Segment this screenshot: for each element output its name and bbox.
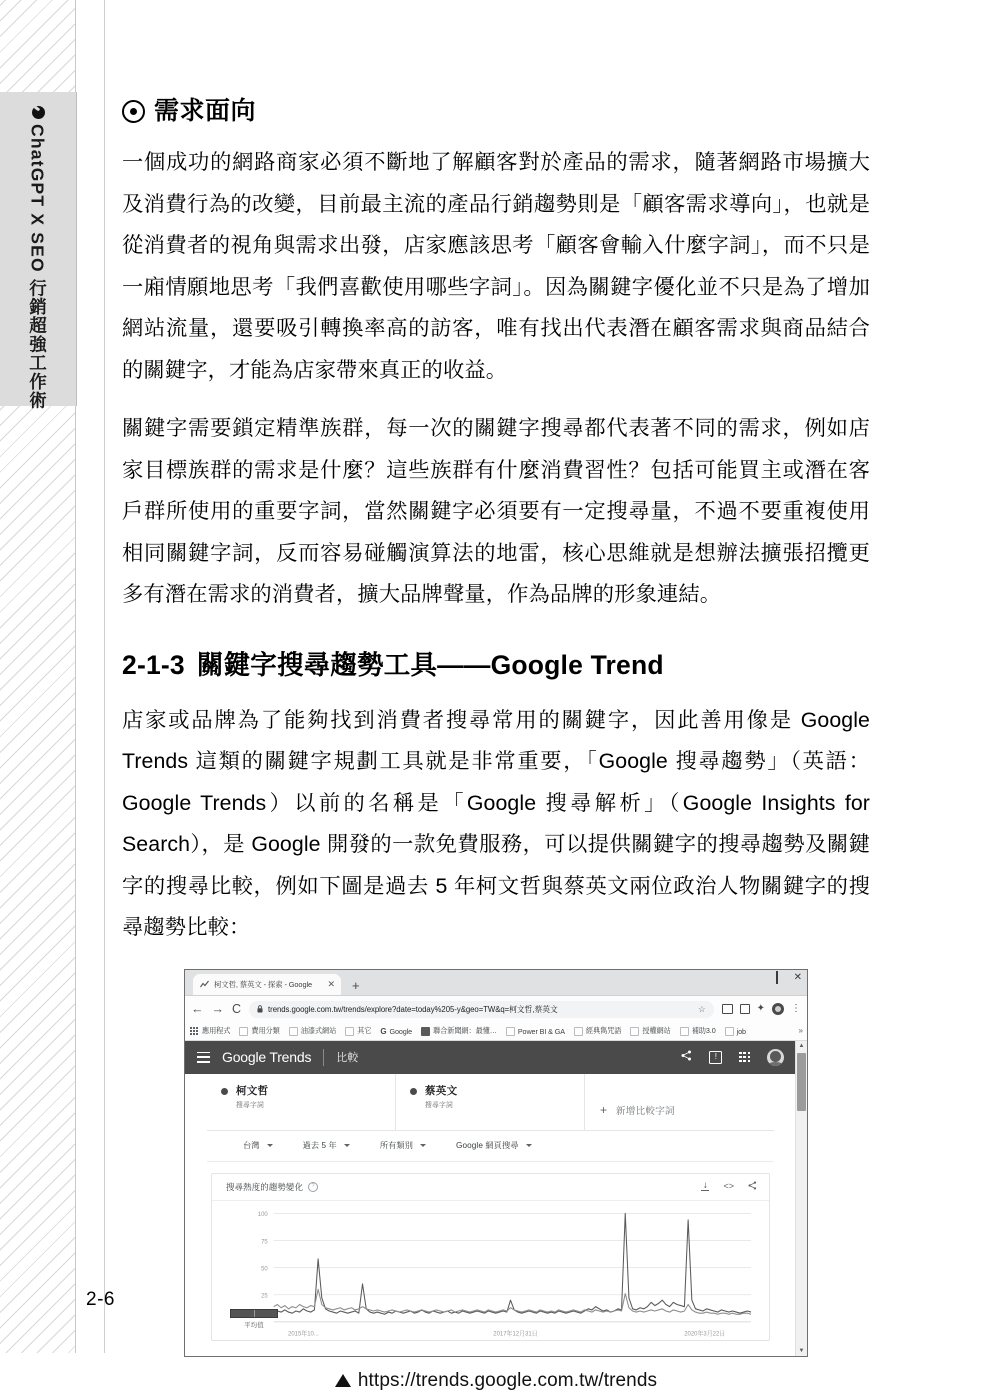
browser-viewport <box>185 1041 807 1357</box>
page-number: 2-6 <box>86 1289 115 1310</box>
add-comparison-label: 新增比較字詞 <box>616 1106 675 1118</box>
svg-text:2020年3月22日: 2020年3月22日 <box>684 1330 726 1338</box>
extensions-puzzle-icon[interactable]: ✦ <box>756 1003 765 1015</box>
bookmark-label: 應用程式 <box>202 1026 231 1036</box>
svg-text:100: 100 <box>257 1210 268 1218</box>
card-title-text: 搜尋熱度的趨勢變化 <box>226 1181 304 1192</box>
svg-text:2015年10...: 2015年10... <box>288 1330 319 1338</box>
bookmark-icon <box>345 1027 354 1036</box>
filter-search-type-label: Google 網頁搜尋 <box>456 1141 519 1151</box>
comparison-term-1[interactable] <box>207 1074 396 1130</box>
forward-icon[interactable]: → <box>211 1001 224 1016</box>
filters-row <box>207 1131 774 1162</box>
subsection-number: 2-1-3 <box>122 649 185 680</box>
bookmark-label: Google <box>389 1026 413 1036</box>
browser-tab[interactable] <box>193 974 341 995</box>
toolbar-actions <box>722 1003 801 1015</box>
term-name: 蔡英文 <box>425 1084 458 1097</box>
bookmark-label: 補助3.0 <box>691 1026 716 1036</box>
scroll-up-icon[interactable]: ▲ <box>798 1043 805 1050</box>
window-controls <box>760 973 802 983</box>
average-label: 平均值 <box>244 1321 264 1329</box>
caption-triangle-icon <box>335 1374 351 1387</box>
bookmark-item[interactable] <box>725 1027 746 1036</box>
svg-text:2017年12月31日: 2017年12月31日 <box>493 1330 538 1338</box>
bookmark-icon <box>630 1027 639 1036</box>
average-bar-icon <box>230 1309 278 1318</box>
filter-category[interactable] <box>380 1140 426 1151</box>
card-header <box>212 1174 769 1201</box>
chart-svg <box>222 1207 759 1341</box>
term-type: 搜尋字詞 <box>236 1102 264 1110</box>
share-icon[interactable] <box>681 1050 692 1064</box>
back-icon[interactable]: ← <box>191 1001 204 1016</box>
trends-logo <box>222 1049 311 1065</box>
bookmark-item[interactable] <box>506 1027 565 1036</box>
trends-logo-trends: Trends <box>265 1049 312 1066</box>
help-icon[interactable]: ? <box>308 1182 318 1192</box>
appbar-divider <box>323 1049 324 1066</box>
running-head-label: ChatGPT X SEO 行銷超強工作術 <box>27 124 48 410</box>
page-scrollbar[interactable] <box>795 1041 807 1357</box>
figure-caption-text: https://trends.google.com.tw/trends <box>357 1369 658 1391</box>
bookmark-icon <box>506 1027 515 1036</box>
figure-caption <box>335 1370 657 1392</box>
new-tab-button[interactable]: + <box>352 977 360 993</box>
interest-over-time-card <box>211 1173 770 1341</box>
filter-region-label: 台灣 <box>243 1141 260 1151</box>
bookmark-label: 聯合新聞網：最懂… <box>433 1026 497 1036</box>
bookmark-item[interactable] <box>289 1026 336 1036</box>
scrollbar-thumb[interactable] <box>797 1053 806 1111</box>
bullseye-icon <box>122 100 145 123</box>
series-color-dot-icon <box>221 1088 228 1095</box>
bookmarks-bar <box>185 1023 807 1041</box>
term-name: 柯文哲 <box>236 1084 269 1097</box>
margin-rule <box>104 0 105 1353</box>
bookmark-star-icon[interactable]: ☆ <box>697 1003 706 1014</box>
svg-text:75: 75 <box>261 1237 268 1245</box>
bookmark-item[interactable] <box>680 1026 716 1036</box>
appbar-actions <box>681 1049 784 1066</box>
bookmark-item[interactable] <box>345 1026 371 1036</box>
google-trends-app <box>185 1041 796 1357</box>
embed-icon[interactable]: <> <box>723 1181 734 1192</box>
feedback-icon[interactable]: ! <box>709 1051 722 1064</box>
series-color-dot-icon <box>410 1088 417 1095</box>
section-paragraph-2: 關鍵字需要鎖定精準族群，每一次的關鍵字搜尋都代表著不同的需求，例如店家目標族群的需求是什麼？這些族群有什麼消費習性？包括可能買主或潛在客戶群所使用的重要字詞，當然關鍵字必須要有一定搜尋量，不過不要重複使用相同關鍵字詞，反而容易碰觸演算法的地雷，核心思維就是想辦法擴張招攬更多有潛在需求的消費者，擴大品牌聲量，作為品牌的形象連結。 <box>122 416 870 606</box>
bookmark-label: 費用分類 <box>251 1026 280 1036</box>
chevron-down-icon <box>526 1144 532 1147</box>
section-heading <box>122 96 870 126</box>
card-title <box>226 1181 318 1193</box>
average-legend <box>230 1309 278 1329</box>
card-actions <box>701 1181 757 1192</box>
svg-text:25: 25 <box>261 1291 268 1300</box>
bookmark-item[interactable] <box>421 1026 497 1036</box>
share-icon[interactable] <box>748 1181 757 1192</box>
page-content <box>122 96 870 1392</box>
chevron-down-icon <box>267 1144 273 1147</box>
section-paragraph-1: 一個成功的網路商家必須不斷地了解顧客對於產品的需求，隨著網路市場擴大及消費行為的改變，目前最主流的產品行銷趨勢則是「顧客需求導向」，也就是從消費者的視角與需求出發，店家應該思考「顧客會輸入什麼字詞」，而不只是一廂情願地思考「我們喜歡使用哪些字詞」。因為關鍵字優化並不只是為了增加網站流量，還要吸引轉換率高的訪客，唯有找出代表潛在顧客需求與商品結合的關鍵字，才能為店家帶來真正的收益。 <box>122 150 870 382</box>
subsection-paragraph-1: 店家或品牌為了能夠找到消費者搜尋常用的關鍵字，因此善用像是 Google Trends 這類的關鍵字規劃工具就是非常重要，「Google 搜尋趨勢」（英語：Google Trends）以前的名稱是「Google 搜尋解析」（Google Insights for Search），是 Google 開發的一款免費服務，可以提供關鍵字的搜尋趨勢及關鍵字的搜尋比較，例如下圖是過去 5 年柯文哲與蔡英文兩位政治人物關鍵字的搜尋趨勢比較： <box>122 707 870 940</box>
bookmark-item[interactable] <box>574 1026 621 1036</box>
chevron-down-icon <box>344 1144 350 1147</box>
bookmark-icon <box>725 1027 734 1036</box>
bookmark-label: 授權網站 <box>642 1026 671 1036</box>
apps-grid-icon <box>190 1027 199 1036</box>
browser-window <box>184 969 808 1357</box>
profile-avatar-icon[interactable] <box>772 1003 784 1015</box>
account-avatar[interactable] <box>767 1049 784 1066</box>
trends-logo-google: Google <box>222 1049 266 1066</box>
filter-region[interactable] <box>243 1140 273 1151</box>
address-bar-url: trends.google.com.tw/trends/explore?date=today%205-y&geo=TW&q=柯文哲,蔡英文 <box>268 1004 558 1014</box>
trends-favicon-icon <box>200 980 209 989</box>
bookmark-icon <box>680 1027 689 1036</box>
bookmark-label: 經典雋咒語 <box>585 1026 622 1036</box>
bookmark-label: job <box>736 1026 746 1036</box>
window-maximize-button[interactable] <box>776 973 778 983</box>
plus-icon: + <box>600 1103 608 1118</box>
term-type: 搜尋字詞 <box>425 1102 453 1110</box>
google-icon: G <box>380 1026 387 1036</box>
figure-browser-screenshot <box>122 969 870 1392</box>
download-icon[interactable]: ⭣ <box>701 1183 709 1191</box>
bookmark-label: 油漆式網站 <box>300 1026 337 1036</box>
scroll-down-icon[interactable]: ▼ <box>798 1348 805 1355</box>
bookmark-icon <box>239 1027 248 1036</box>
filter-search-type[interactable] <box>456 1140 532 1151</box>
window-close-button[interactable]: ✕ <box>793 971 802 983</box>
extension-icon-2[interactable] <box>740 1004 750 1014</box>
browser-toolbar <box>185 996 807 1023</box>
bookmark-label: 其它 <box>357 1026 372 1036</box>
bookmarks-overflow-icon[interactable]: » <box>798 1025 803 1035</box>
filter-timerange-label: 過去 5 年 <box>302 1141 337 1151</box>
trends-app-bar <box>185 1041 796 1074</box>
subsection-heading <box>122 649 870 682</box>
lock-icon <box>257 1000 263 1018</box>
bookmark-label: Power BI & GA <box>517 1026 565 1036</box>
tab-close-icon[interactable]: ✕ <box>327 978 335 989</box>
subsection-title: 關鍵字搜尋趨勢工具——Google Trend <box>196 649 664 680</box>
comparison-term-2[interactable] <box>396 1074 585 1130</box>
comparison-terms-row <box>207 1074 774 1131</box>
browser-tab-bar <box>185 970 807 996</box>
address-bar[interactable] <box>249 1001 714 1018</box>
section-heading-text: 需求面向 <box>154 97 257 125</box>
page-title: 比較 <box>336 1052 359 1065</box>
extension-icon-1[interactable] <box>722 1004 733 1014</box>
add-comparison-term-button[interactable] <box>585 1074 774 1130</box>
bookmark-icon <box>289 1027 298 1036</box>
running-head-bullet-icon <box>32 106 45 119</box>
google-apps-grid-icon[interactable] <box>739 1052 750 1063</box>
svg-text:50: 50 <box>261 1264 268 1273</box>
bookmark-item[interactable] <box>190 1026 230 1036</box>
running-head-tab <box>0 92 77 410</box>
trends-line-chart <box>212 1201 769 1341</box>
browser-tab-title: 柯文哲, 蔡英文 - 探索 - Google <box>214 979 313 989</box>
filter-category-label: 所有類別 <box>379 1141 413 1151</box>
reload-icon[interactable]: C <box>232 1001 242 1016</box>
browser-menu-icon[interactable]: ⋮ <box>791 1003 801 1015</box>
bookmark-icon <box>574 1027 583 1036</box>
filter-timerange[interactable] <box>303 1140 350 1151</box>
chevron-down-icon <box>420 1144 426 1147</box>
bookmark-item[interactable] <box>630 1026 670 1036</box>
bookmark-dark-icon <box>421 1027 430 1036</box>
hamburger-menu-icon[interactable] <box>197 1052 210 1063</box>
bookmark-item[interactable] <box>239 1026 279 1036</box>
bookmark-item[interactable] <box>380 1027 412 1036</box>
